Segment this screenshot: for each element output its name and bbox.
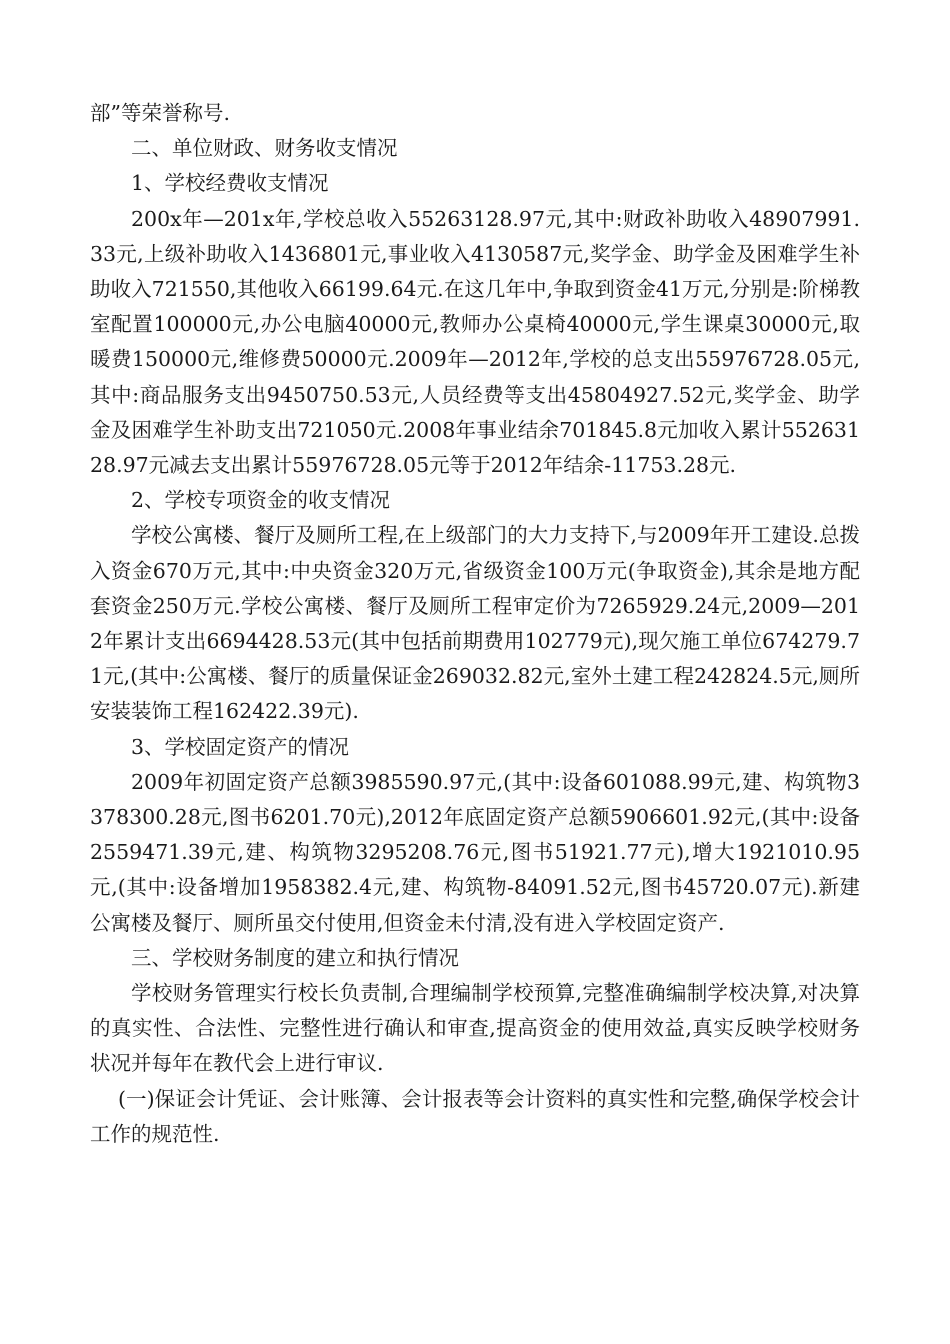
section-heading-finance-system: 三、学校财务制度的建立和执行情况 bbox=[131, 945, 459, 970]
section-heading-finance: 二、单位财政、财务收支情况 bbox=[131, 136, 398, 161]
subheading-school-funds: 1、学校经费收支情况 bbox=[131, 171, 329, 196]
subheading-special-funds: 2、学校专项资金的收支情况 bbox=[131, 488, 391, 513]
paragraph-accounting-records: (一)保证会计凭证、会计账簿、会计报表等会计资料的真实性和完整,确保学校会计工作的规范性. bbox=[90, 1086, 860, 1146]
subheading-fixed-assets: 3、学校固定资产的情况 bbox=[131, 734, 350, 759]
paragraph-special-funds: 学校公寓楼、餐厅及厕所工程,在上级部门的大力支持下,与2009年开工建设.总拨入资金670万元,其中:中央资金320万元,省级资金100万元(争取资金),其余是地方配套资金250万元.学校公寓楼、餐厅及厕所工程审定价为7265929.24元,2009—2012年累计支出6694428.53元(其中包括前期费用102779元),现欠施工单位674279.71元,(其中:公寓楼、餐厅的质量保证金269032.82元,室外土建工程242824.5元,厕所安装装饰工程162422.39元). bbox=[90, 523, 860, 724]
paragraph-fixed-assets: 2009年初固定资产总额3985590.97元,(其中:设备601088.99元,建、构筑物3378300.28元,图书6201.70元),2012年底固定资产总额5906601.92元,(其中:设备2559471.39元,建、构筑物3295208.76元,图书51921.77元),增大1921010.95元,(其中:设备增加1958382.4元,建、构筑物-84091.52元,图书45720.07元).新建公寓楼及餐厅、厕所虽交付使用,但资金未付清,没有进入学校固定资产. bbox=[90, 769, 860, 935]
paragraph-honor-title-end: 部”等荣誉称号. bbox=[90, 101, 230, 125]
paragraph-finance-system: 学校财务管理实行校长负责制,合理编制学校预算,完整准确编制学校决算,对决算的真实性、合法性、完整性进行确认和审查,提高资金的使用效益,真实反映学校财务状况并每年在教代会上进行审议. bbox=[90, 981, 860, 1076]
document-body bbox=[90, 96, 860, 1152]
paragraph-school-funds: 200x年—201x年,学校总收入55263128.97元,其中:财政补助收入48907991.33元,上级补助收入1436801元,事业收入4130587元,奖学金、助学金及困难学生补助收入721550,其他收入66199.64元.在这几年中,争取到资金41万元,分别是:阶梯教室配置100000元,办公电脑40000元,教师办公桌椅40000元,学生课桌30000元,取暖费150000元,维修费50000元.2009年—2012年,学校的总支出55976728.05元,其中:商品服务支出9450750.53元,人员经费等支出45804927.52元,奖学金、助学金及困难学生补助支出721050元.2008年事业结余701845.8元加收入累计55263128.97元减去支出累计55976728.05元等于2012年结余-11753.28元. bbox=[90, 206, 860, 478]
